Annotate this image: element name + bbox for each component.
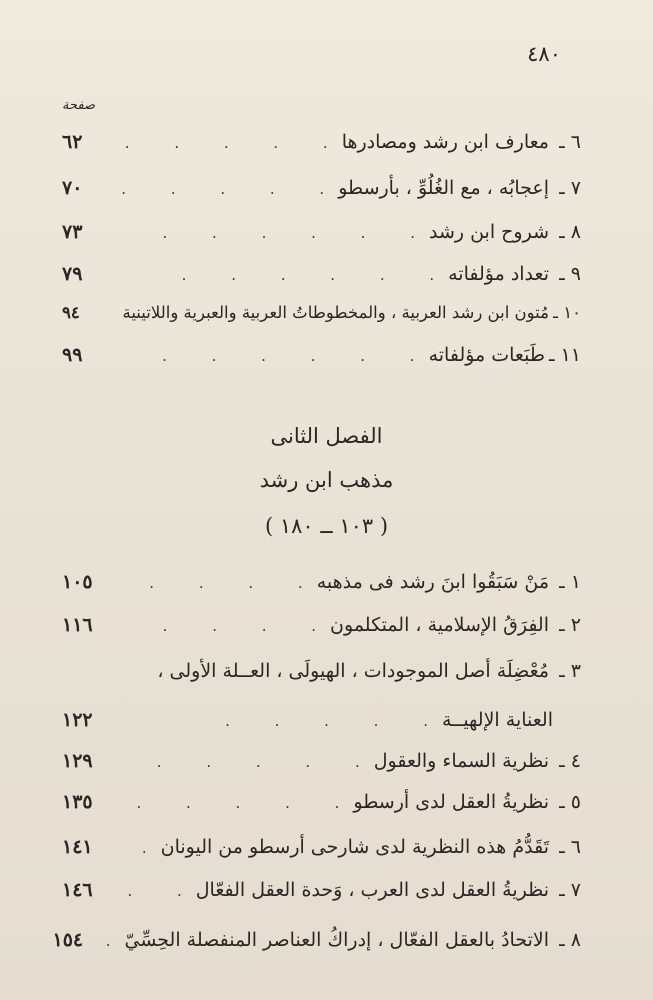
toc-entry	[62, 750, 581, 772]
toc-entry-number: ٥ ـ	[559, 791, 581, 813]
toc-entry-number: ٧ ـ	[559, 879, 581, 901]
toc-entry	[62, 131, 581, 153]
toc-entry-page: ١٣٥	[62, 791, 93, 813]
toc-entry-number: ١٠ ـ	[553, 303, 581, 322]
toc-entry-page: ٦٢	[62, 131, 83, 153]
toc-entry-number: ٣ ـ	[559, 660, 581, 682]
toc-entry	[62, 177, 581, 199]
toc-entry-page: ١٢٩	[62, 750, 93, 772]
toc-leader-dots: . . . . .	[156, 753, 360, 771]
chapter-subtitle: مذهب ابن رشد	[259, 468, 394, 492]
toc-entry-title: معارف ابن رشد ومصادرها	[341, 131, 549, 153]
toc-entry	[62, 660, 581, 682]
toc-entry-number: ٩ ـ	[559, 263, 581, 285]
toc-entry-page: ٧٣	[62, 221, 83, 243]
toc-entry	[52, 929, 581, 951]
toc-entry-page: ٩٩	[62, 344, 83, 366]
toc-leader-dots: . .	[127, 882, 182, 900]
chapter-page-range: ( ١٠٣ ــ ١٨٠ )	[264, 514, 389, 538]
toc-entry	[62, 571, 581, 593]
toc-leader-dots: . . . . . .	[162, 347, 415, 365]
toc-entry-page: ١٤٦	[62, 879, 93, 901]
toc-leader-dots: . . . . .	[124, 134, 328, 152]
toc-entry-continuation	[62, 709, 557, 731]
toc-entry-title: تَقَدُّمُ هذه النظرية لدى شارحى أرسطو من اليونان	[160, 836, 549, 858]
toc-entry-title: شروح ابن رشد	[428, 221, 549, 243]
toc-entry-title: تعداد مؤلفاته	[448, 263, 549, 285]
toc-leader-dots: . . . . . .	[162, 224, 415, 242]
toc-entry-title: إعجابُه ، مع الغُلُوِّ ، بأرسطو	[338, 177, 549, 199]
toc-entry-number: ٨ ـ	[559, 221, 581, 243]
toc-entry-number: ٦ ـ	[559, 131, 581, 153]
toc-entry-title: نظريةُ العقل لدى أرسطو	[353, 791, 549, 813]
page-number: ٤٨٠	[527, 42, 561, 66]
toc-entry-title: الفِرَقُ الإسلامية ، المتكلمون	[330, 614, 549, 636]
toc-entry	[62, 879, 581, 901]
toc-entry	[62, 303, 581, 322]
toc-leader-dots: . . . .	[162, 617, 317, 635]
toc-entry-page: ٧٩	[62, 263, 83, 285]
toc-entry-page: ٩٤	[62, 303, 80, 322]
toc-entry-page: ١١٦	[62, 614, 93, 636]
toc-entry-page: ١٥٤	[52, 929, 84, 951]
toc-entry	[62, 344, 581, 366]
toc-entry	[62, 221, 581, 243]
toc-entry	[62, 614, 581, 636]
toc-entry-title: العناية الإلهيــة	[442, 709, 553, 731]
toc-leader-dots: . . . . . .	[181, 266, 435, 284]
toc-entry-page: ٧٠	[62, 177, 83, 199]
toc-entry	[62, 791, 581, 813]
toc-leader-dots: . . . . .	[136, 794, 340, 812]
page-column-label: صفحة	[62, 98, 95, 113]
toc-leader-dots: .	[105, 932, 111, 950]
toc-entry	[62, 263, 581, 285]
toc-leader-dots: . . . . .	[225, 712, 428, 730]
toc-entry-title: نظرية السماء والعقول	[373, 750, 549, 772]
chapter-heading: الفصل الثانى	[270, 424, 383, 448]
toc-entry-title: طَبَعات مؤلفاته	[428, 344, 545, 366]
toc-entry-number: ٢ ـ	[559, 614, 581, 636]
toc-entry-number: ١١ ـ	[548, 344, 581, 366]
toc-entry-title: نظريةُ العقل لدى العرب ، وَحدة العقل الفعّال	[195, 879, 549, 901]
toc-leader-dots: . . . .	[149, 574, 303, 592]
toc-entry-page: ١٢٢	[62, 709, 93, 731]
toc-entry-number: ١ ـ	[559, 571, 581, 593]
toc-entry	[62, 836, 581, 858]
toc-leader-dots: .	[141, 839, 147, 857]
toc-entry-number: ٦ ـ	[559, 836, 581, 858]
toc-entry-title: الاتحادُ بالعقل الفعّال ، إدراكُ العناصر المنفصلة الحِسِّيّ	[124, 929, 549, 951]
toc-entry-title: مُتون ابن رشد العربية ، والمخطوطاتُ العربية والعبرية واللاتينية	[122, 303, 549, 322]
toc-entry-number: ٤ ـ	[559, 750, 581, 772]
toc-entry-page: ١٠٥	[62, 571, 93, 593]
toc-entry-number: ٨ ـ	[559, 929, 581, 951]
toc-entry-title: مُعْضِلَة أصل الموجودات ، الهيولَى ، العــلة الأولى ،	[157, 660, 549, 682]
toc-entry-title: مَنْ سَبَقُوا ابنَ رشد فى مذهبه	[316, 571, 549, 593]
toc-entry-page: ١٤١	[62, 836, 93, 858]
toc-leader-dots: . . . . .	[121, 180, 325, 198]
toc-entry-number: ٧ ـ	[559, 177, 581, 199]
